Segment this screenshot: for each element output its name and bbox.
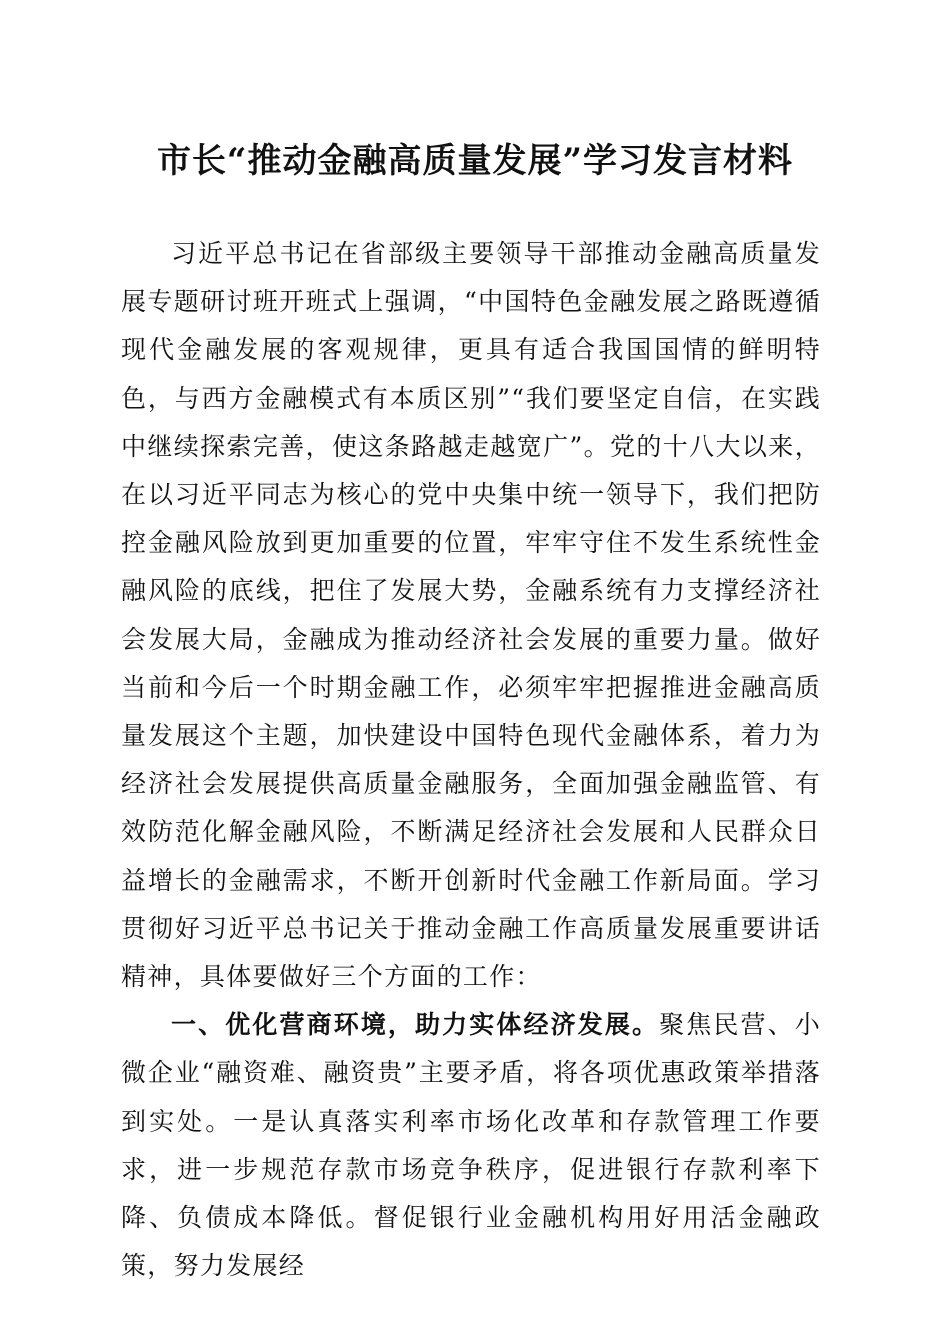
- document-title: 市长“推动金融高质量发展”学习发言材料: [156, 141, 794, 181]
- section-one-text: 聚焦民营、小微企业“融资难、融资贵”主要矛盾，将各项优惠政策举措落到实处。一是认真落实利率市场化改革和存款管理工作要求，进一步规范存款市场竞争秩序，促进银行存款利率下降、负债成本降低。督促银行业金融机构用好用活金融政策，努力发展经: [121, 1010, 821, 1281]
- section-one-heading: 一、优化营商环境，助力实体经济发展。: [171, 1010, 660, 1040]
- document-body: [121, 230, 821, 1290]
- paragraph-intro: 习近平总书记在省部级主要领导干部推动金融高质量发展专题研讨班开班式上强调，“中国特色金融发展之路既遵循现代金融发展的客观规律，更具有适合我国国情的鲜明特色，与西方金融模式有本质区别”“我们要坚定自信，在实践中继续探索完善，使这条路越走越宽广”。党的十八大以来，在以习近平同志为核心的党中央集中统一领导下，我们把防控金融风险放到更加重要的位置，牢牢守住不发生系统性金融风险的底线，把住了发展大势，金融系统有力支撑经济社会发展大局，金融成为推动经济社会发展的重要力量。做好当前和今后一个时期金融工作，必须牢牢把握推进金融高质量发展这个主题，加快建设中国特色现代金融体系，着力为经济社会发展提供高质量金融服务，全面加强金融监管、有效防范化解金融风险，不断满足经济社会发展和人民群众日益增长的金融需求，不断开创新时代金融工作新局面。学习贯彻好习近平总书记关于推动金融工作高质量发展重要讲话精神，具体要做好三个方面的工作：: [121, 239, 821, 992]
- paragraph-section-one: [121, 1001, 821, 1290]
